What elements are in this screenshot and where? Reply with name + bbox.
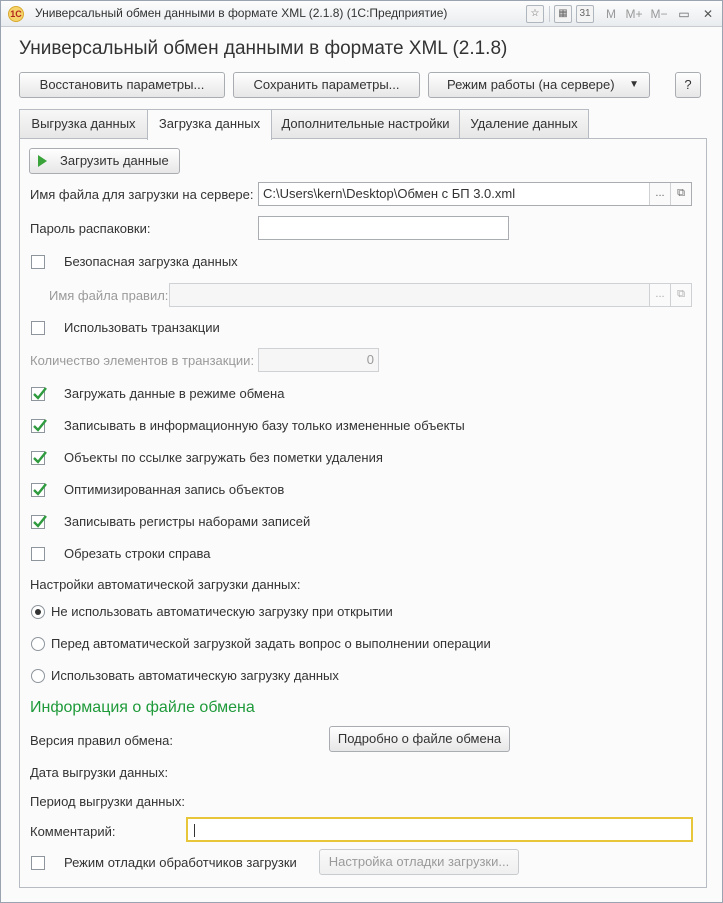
close-window-button[interactable]: ✕ [702,7,714,21]
comment-label: Комментарий: [30,824,116,839]
use-transactions-checkbox[interactable] [31,321,45,335]
optimized-write-checkbox[interactable] [31,483,45,497]
form-title: Универсальный обмен данными в формате XML (2.1.8) [19,38,508,59]
text-cursor [194,824,195,837]
debug-mode-checkbox[interactable] [31,856,45,870]
no-deletion-mark-label: Объекты по ссылке загружать без пометки удаления [64,450,383,465]
rules-version-label: Версия правил обмена: [30,733,173,748]
auto-load-settings-label: Настройки автоматической загрузки данных: [30,577,301,592]
tab-additional-settings[interactable]: Дополнительные настройки [271,109,460,139]
password-input[interactable] [258,216,509,240]
radio-ask-before-load-label: Перед автоматической загрузкой задать вопрос о выполнении операции [51,636,491,651]
registers-sets-checkbox[interactable] [31,515,45,529]
debug-mode-label: Режим отладки обработчиков загрузки [64,855,297,870]
restore-params-button[interactable]: Восстановить параметры... [19,72,225,98]
choose-file-button[interactable]: ... [649,182,670,206]
tx-count-label: Количество элементов в транзакции: [30,353,255,368]
load-data-label: Загрузить данные [60,153,169,168]
open-file-icon[interactable]: ⧉ [670,182,691,206]
chevron-down-icon: ▼ [629,79,639,90]
exchange-file-info-title: Информация о файле обмена [30,699,255,716]
calendar-icon[interactable]: 31 [576,5,594,23]
safe-load-label: Безопасная загрузка данных [64,254,238,269]
trim-strings-label: Обрезать строки справа [64,546,211,561]
favorite-star-icon[interactable]: ☆ [526,5,544,23]
only-changed-checkbox[interactable] [31,419,45,433]
exchange-mode-checkbox[interactable] [31,387,45,401]
choose-rules-file-button[interactable]: ... [649,283,670,307]
1c-logo-icon: 1С [8,6,24,22]
debug-settings-button[interactable]: Настройка отладки загрузки... [319,849,519,875]
registers-sets-label: Записывать регистры наборами записей [64,514,311,529]
toolbar-divider [549,6,550,22]
file-name-input[interactable] [258,182,692,206]
checkmark-icon [31,481,49,499]
radio-use-auto-load-label: Использовать автоматическую загрузку данных [51,668,339,683]
trim-strings-checkbox[interactable] [31,547,45,561]
file-name-value: C:\Users\kern\Desktop\Обмен с БП 3.0.xml [263,186,516,201]
export-period-label: Период выгрузки данных: [30,794,185,809]
work-mode-dropdown[interactable] [428,72,650,98]
radio-dot [35,609,41,615]
tab-export[interactable]: Выгрузка данных [19,109,148,139]
radio-no-auto-load-label: Не использовать автоматическую загрузку при открытии [51,604,393,619]
help-button[interactable]: ? [675,72,701,98]
password-label: Пароль распаковки: [30,221,151,236]
window-title: Универсальный обмен данными в формате XML (2.1.8) (1С:Предприятие) [35,6,448,20]
title-bar [1,1,722,27]
work-mode-label: Режим работы (на сервере) [447,77,615,92]
save-params-button[interactable]: Сохранить параметры... [233,72,420,98]
checkmark-icon [31,385,49,403]
open-rules-file-icon[interactable]: ⧉ [670,283,691,307]
use-transactions-label: Использовать транзакции [64,320,220,335]
rules-file-label: Имя файла правил: [49,288,169,303]
file-details-button[interactable]: Подробно о файле обмена [329,726,510,752]
radio-no-auto-load[interactable] [31,605,45,619]
tx-count-input[interactable]: 0 [258,348,379,372]
comment-input[interactable] [186,817,693,842]
memory-plus-button[interactable]: M+ [625,7,643,21]
checkmark-icon [31,417,49,435]
radio-use-auto-load[interactable] [31,669,45,683]
load-data-button[interactable] [29,148,180,174]
calculator-icon[interactable]: ▦ [554,5,572,23]
exchange-mode-label: Загружать данные в режиме обмена [64,386,285,401]
memory-m-button[interactable]: M [606,7,616,21]
safe-load-checkbox[interactable] [31,255,45,269]
radio-ask-before-load[interactable] [31,637,45,651]
file-name-label: Имя файла для загрузки на сервере: [30,187,254,202]
tab-import[interactable]: Загрузка данных [147,109,272,140]
no-deletion-mark-checkbox[interactable] [31,451,45,465]
play-icon [38,155,47,167]
checkmark-icon [31,513,49,531]
export-date-label: Дата выгрузки данных: [30,765,169,780]
checkmark-icon [31,449,49,467]
tab-delete-data[interactable]: Удаление данных [459,109,589,139]
restore-window-icon[interactable]: ▭ [678,7,690,21]
only-changed-label: Записывать в информационную базу только измененные объекты [64,418,465,433]
rules-file-input[interactable] [169,283,692,307]
memory-minus-button[interactable]: M− [650,7,668,21]
optimized-write-label: Оптимизированная запись объектов [64,482,285,497]
